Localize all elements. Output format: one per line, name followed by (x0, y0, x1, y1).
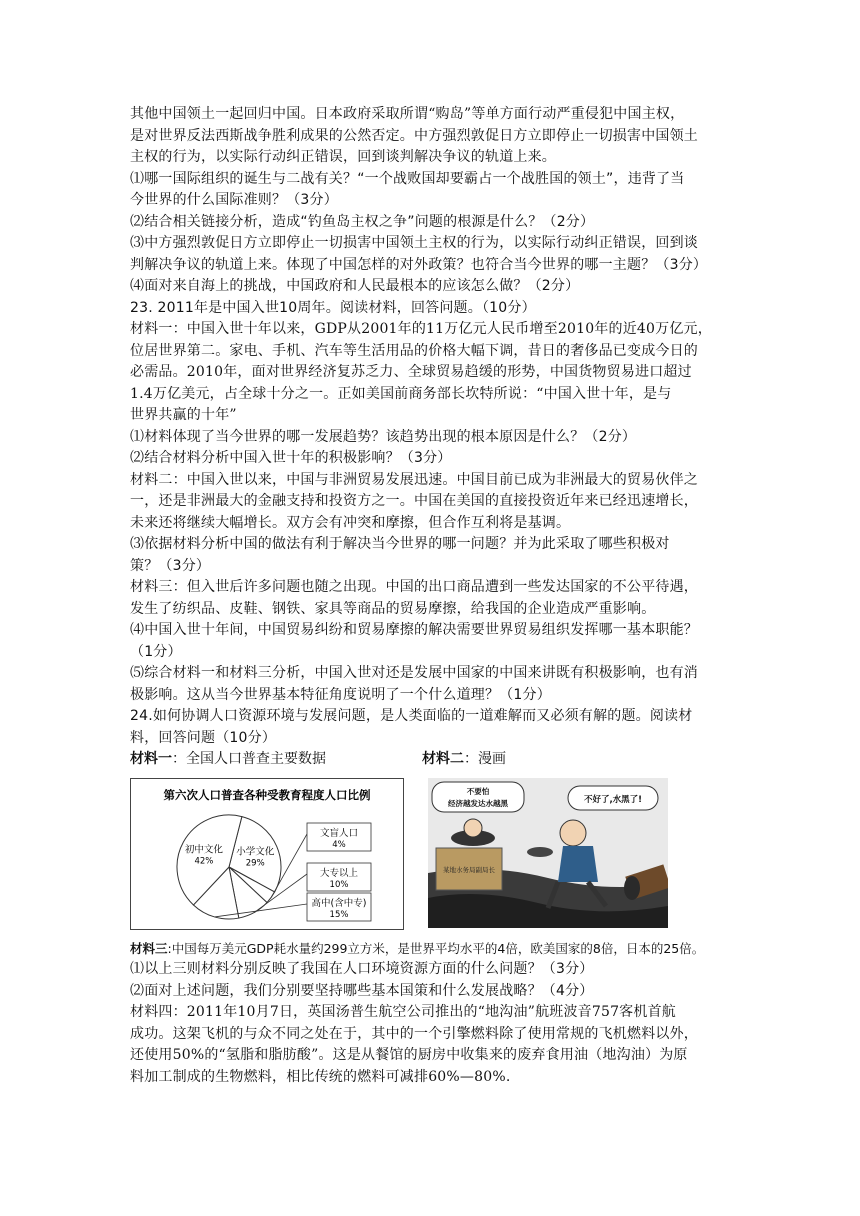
cartoon-bubble-1b: 经济越发达水越黑 (448, 799, 508, 808)
pie-label-value: 4% (332, 840, 346, 850)
question-line: ⑶依据材料分析中国的做法有利于解决当今世界的哪一问题？并为此采取了哪些积极对 (130, 536, 670, 552)
cartoon-bubble-1: 不要怕 (466, 787, 490, 796)
question-line: ⑴哪一国际组织的诞生与二战有关？“一个战败国却要霸占一个战胜国的领土”，违背了当 (130, 170, 685, 187)
material-1-heading: 材料一：全国人口普查主要数据 (130, 751, 326, 767)
material-line: 必需品。2010年，面对世界经济复苏乏力、全球贸易趋缓的形势，中国货物贸易进口超过 (130, 364, 692, 380)
question-line: ⑸综合材料一和材料三分析，中国入世对还是发展中国家的中国来讲既有积极影响，也有消 (130, 665, 698, 681)
pie-chart (130, 778, 404, 930)
pie-label-value: 10% (329, 880, 349, 890)
chart-title: 第六次人口普查各种受教育程度人口比例 (163, 788, 371, 802)
question-line: （1分） (130, 643, 182, 660)
material-line: 未来还将继续大幅增长。双方会有冲突和摩擦，但合作互利将是基调。 (130, 514, 571, 531)
text-line: 是对世界反法西斯战争胜利成果的公然否定。中方强烈敦促日方立即停止一切损害中国领土 (130, 127, 698, 144)
material-line: 料加工制成的生物燃料，相比传统的燃料可减排60%—80%. (130, 1068, 511, 1085)
material-2-heading: 材料二：漫画 (422, 751, 506, 767)
material-line: 材料三：但入世后许多问题也随之出现。中国的出口商品遭到一些发达国家的不公平待遇， (130, 579, 698, 595)
material-line: 成功。这架飞机的与众不同之处在于，其中的一个引擎燃料除了使用常规的飞机燃料以外， (130, 1025, 698, 1042)
question-heading: 23. 2011年是中国入世10周年。阅读材料，回答问题。（10分） (130, 299, 536, 316)
question-line: ⑷面对来自海上的挑战，中国政府和人民最根本的应该怎么做？（2分） (130, 278, 580, 294)
material-line: 一，还是非洲最大的金融支持和投资方之一。中国在美国的直接投资近年来已经迅速增长， (130, 493, 698, 509)
cartoon-sign: 某地水务局副局长 (443, 866, 495, 874)
material-line: 发生了纺织品、皮鞋、钢铁、家具等商品的贸易摩擦，给我国的企业造成严重影响。 (130, 600, 656, 617)
question-line: ⑷中国入世十年间，中国贸易纠纷和贸易摩擦的解决需要世界贸易组织发挥哪一基本职能？ (130, 622, 698, 638)
text-line: 其他中国领土一起回归中国。日本政府采取所谓“购岛”等单方面行动严重侵犯中国主权， (130, 106, 685, 122)
material-line: 世界共赢的十年” (130, 407, 237, 423)
pie-label-category: 高中(含中专) (311, 898, 367, 909)
pie-label-category: 小学文化 (236, 846, 275, 858)
material-line: 材料二：中国入世以来，中国与非洲贸易发展迅速。中国目前已成为非洲最大的贸易伙伴之 (130, 471, 698, 488)
cartoon-bubble-2: 不好了,水黑了! (583, 795, 643, 805)
material-headings (130, 748, 730, 772)
pie-label-category: 文盲人口 (319, 828, 359, 839)
question-line: ⑴以上三则材料分别反映了我国在人口环境资源方面的什么问题？（3分） (130, 961, 594, 977)
question-heading: 24.如何协调人口资源环境与发展问题，是人类面临的一道难解而又必须有解的题。阅读材 (130, 708, 693, 724)
cartoon-svg (428, 778, 668, 928)
pie-label-value: 29% (245, 858, 265, 869)
question-line: ⑵结合相关链接分析，造成“钓鱼岛主权之争”问题的根源是什么？（2分） (130, 213, 595, 230)
pie-label-value: 42% (194, 856, 214, 867)
material-line: 材料四：2011年10月7日，英国汤普生航空公司推出的“地沟油”航班波音757客机首航 (130, 1004, 676, 1020)
material-3-line: 材料三:中国每万美元GDP耗水量约299立方米，是世界平均水平的4倍，欧美国家的8倍，日本的25倍。 (130, 941, 705, 956)
question-line: ⑶中方强烈敦促日方立即停止一切损害中国领土主权的行为，以实际行动纠正错误，回到谈 (130, 235, 698, 251)
question-line: 料，回答问题（10分） (130, 729, 277, 746)
question-line: 极影响。这从当今世界基本特征角度说明了一个什么道理？（1分） (130, 686, 551, 703)
pie-label-category: 初中文化 (184, 844, 223, 856)
material-line: 材料一：中国入世十年以来，GDP从2001年的11万亿元人民币增至2010年的近40万亿元， (130, 321, 712, 337)
question-line: 策？（3分） (130, 557, 211, 574)
question-line: 今世界的什么国际准则？（3分） (130, 192, 338, 208)
question-line: ⑵结合材料分析中国入世十年的积极影响？（3分） (130, 450, 452, 466)
text-block-bottom (130, 938, 740, 1088)
text-line: 主权的行为，以实际行动纠正错误，回到谈判解决争议的轨道上来。 (130, 149, 556, 165)
material-line: 1.4万亿美元，占全球十分之一。正如美国前商务部长坎特所说：“中国入世十年，是与 (130, 385, 672, 402)
text-block-top (130, 104, 730, 749)
question-line: ⑴材料体现了当今世界的哪一发展趋势？该趋势出现的根本原因是什么？（2分） (130, 428, 637, 445)
question-line: ⑵面对上述问题，我们分别要坚持哪些基本国策和什么发展战略？（4分） (130, 982, 594, 999)
pie-chart-svg (131, 779, 403, 929)
material-line: 还使用50%的“氢脂和脂肪酸”。这是从餐馆的厨房中收集来的废弃食用油（地沟油）为原 (130, 1047, 688, 1063)
pie-label-value: 15% (329, 910, 349, 920)
pie-label-category: 大专以上 (319, 868, 359, 879)
cartoon-image (428, 778, 668, 928)
question-line: 判解决争议的轨道上来。体现了中国怎样的对外政策？也符合当今世界的哪一主题？（3分） (130, 256, 708, 273)
material-line: 位居世界第二。家电、手机、汽车等生活用品的价格大幅下调，昔日的奢侈品已变成今日的 (130, 342, 698, 359)
